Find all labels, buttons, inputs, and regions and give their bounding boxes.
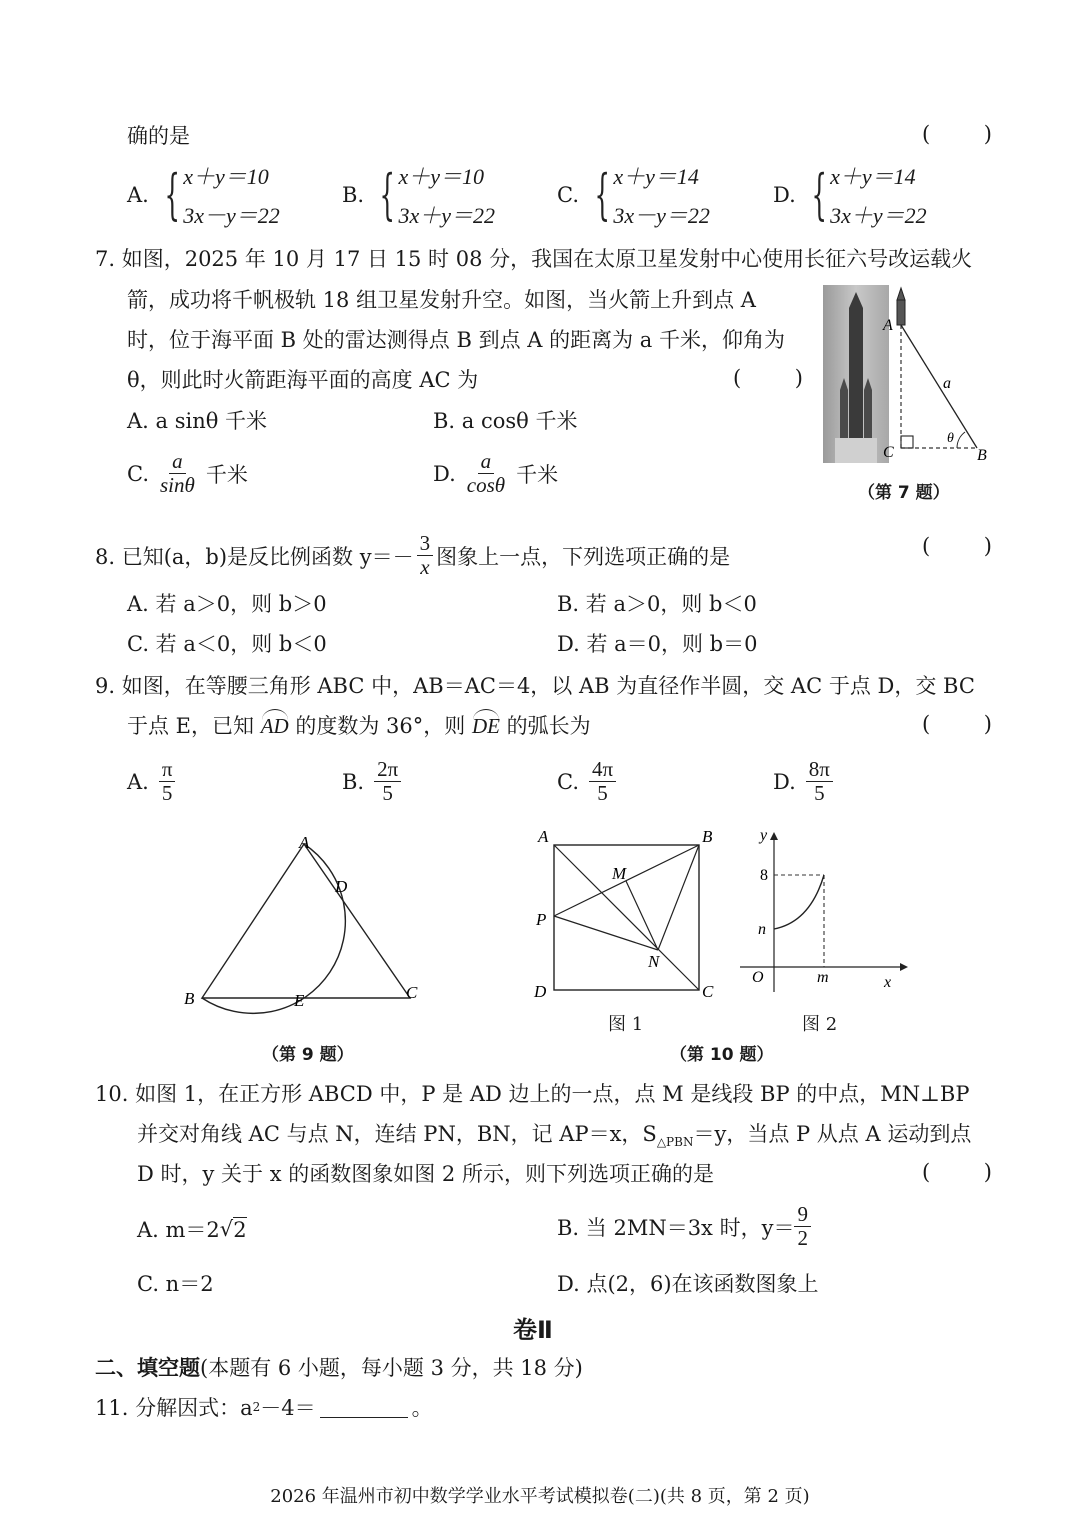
text: －4＝ (260, 1396, 316, 1420)
q6-option-d[interactable] (773, 160, 927, 230)
denominator: 5 (597, 781, 608, 806)
numerator: 3 (417, 532, 434, 556)
label-B: B (702, 827, 713, 846)
q7-line2: 箭，成功将千帆极轨 18 组卫星发射升空。如图，当火箭上升到点 A (127, 288, 756, 312)
text: 。 (411, 1396, 433, 1420)
option-label: A. (127, 183, 149, 207)
option-label: A. (127, 769, 149, 794)
label-a: a (943, 375, 951, 392)
subscript: △PBN (656, 1135, 694, 1150)
label-B: B (184, 989, 195, 1008)
paren-left: ( (733, 366, 742, 390)
label-C: C (406, 983, 418, 1002)
denominator: x (420, 555, 430, 580)
section-header (95, 1352, 583, 1382)
label-y: y (760, 827, 768, 844)
q6-answer-paren (922, 122, 992, 146)
q9-option-c[interactable] (557, 758, 616, 805)
paren-left: ( (922, 122, 931, 146)
fraction (464, 450, 508, 497)
text: 的度数为 36°，则 (288, 714, 472, 738)
paren-right: ) (983, 122, 992, 146)
fraction (157, 450, 198, 497)
equation: 3x＋y＝22 (398, 203, 495, 228)
section-title: 卷Ⅱ (513, 1316, 553, 1344)
q11-answer-blank[interactable] (320, 1417, 408, 1418)
text: 并交对角线 AC 与点 N，连结 PN，BN，记 AP＝x，S (137, 1122, 657, 1146)
q10-option-d[interactable]: D. 点(2，6)在该函数图象上 (557, 1272, 819, 1296)
page-footer: 2026 年温州市初中数学学业水平考试模拟卷(二)(共 8 页，第 2 页) (270, 1486, 810, 1507)
q7-line4: θ，则此时火箭距海平面的高度 AC 为 (127, 368, 479, 392)
part-desc: (本题有 6 小题，每小题 3 分，共 18 分) (200, 1356, 583, 1380)
fraction (794, 1203, 811, 1250)
label-n: n (758, 921, 766, 938)
q10-fig1-label: 图 1 (608, 1014, 644, 1035)
q10-line2 (137, 1118, 971, 1149)
q6-option-c[interactable] (557, 160, 710, 230)
q7-option-a[interactable]: A. a sinθ 千米 (127, 409, 268, 433)
brace-icon: { (594, 163, 610, 226)
segment-bn (658, 845, 699, 950)
unit: 千米 (205, 462, 248, 487)
denominator: 5 (814, 781, 825, 806)
ab-line (901, 325, 977, 448)
paren-right: ) (983, 712, 992, 736)
q10-option-b[interactable] (557, 1203, 811, 1250)
equation: x＋y＝14 (613, 164, 699, 189)
q8-stem-pre: 8. 已知(a，b)是反比例函数 y＝－ (95, 544, 414, 569)
q8-answer-paren (922, 534, 992, 558)
q10-line3: D 时，y 关于 x 的函数图象如图 2 所示，则下列选项正确的是 (137, 1162, 714, 1186)
q8-option-b[interactable]: B. 若 a＞0，则 b＜0 (557, 592, 757, 616)
label-N: N (648, 952, 660, 971)
brace-icon: { (379, 163, 396, 226)
q7-caption: （第 7 题） (858, 483, 950, 503)
option-label: C. (127, 461, 149, 486)
q10-fig2-label: 图 2 (802, 1014, 838, 1035)
numerator: 4π (589, 758, 616, 782)
q11-stem (95, 1392, 433, 1422)
label-A: A (883, 317, 893, 334)
label-A: A (299, 833, 310, 852)
paren-left: ( (922, 534, 931, 558)
text: 于点 E，已知 (127, 714, 261, 738)
angle-arc (957, 432, 965, 448)
right-angle-mark (901, 436, 913, 448)
paren-left: ( (922, 712, 931, 736)
arc-de: DE (471, 714, 500, 738)
label-theta: θ (947, 431, 954, 446)
fraction (589, 758, 616, 805)
equation: 3x－y＝22 (183, 203, 280, 228)
triangle-abc (202, 844, 410, 998)
paren-left: ( (922, 1160, 931, 1184)
equation: x＋y＝14 (830, 164, 916, 189)
q7-line1: 7. 如图，2025 年 10 月 17 日 15 时 08 分，我国在太原卫星发射中心使用长征六号改运载火 (95, 247, 973, 271)
label-C: C (883, 444, 894, 461)
denominator: 5 (382, 781, 393, 806)
q10-answer-paren (922, 1160, 992, 1184)
sqrt-icon: √ (219, 1217, 234, 1241)
q9-line1: 9. 如图，在等腰三角形 ABC 中，AB＝AC＝4，以 AB 为直径作半圆，交 AC 于点 D，交 BC (95, 674, 975, 698)
text: 11. 分解因式：a (95, 1396, 253, 1420)
label-O: O (752, 969, 764, 986)
q9-option-a[interactable] (127, 758, 175, 805)
option-text: B. 当 2MN＝3x 时，y＝ (557, 1215, 795, 1240)
superscript: 2 (252, 1400, 261, 1414)
q7-option-c[interactable] (127, 450, 248, 497)
brace-icon: { (811, 163, 827, 226)
q7-line3: 时，位于海平面 B 处的雷达测得点 B 到点 A 的距离为 a 千米，仰角为 (127, 328, 785, 352)
option-label: C. (557, 769, 579, 794)
q8-option-a[interactable]: A. 若 a＞0，则 b＞0 (127, 592, 327, 616)
numerator: a (169, 450, 186, 474)
q6-option-b[interactable] (342, 160, 495, 230)
radicand: 2 (233, 1217, 247, 1242)
q7-option-d[interactable] (433, 450, 558, 497)
label-E: E (294, 991, 305, 1010)
function-curve (774, 875, 824, 929)
option-label: D. (773, 183, 796, 207)
q10-caption: （第 10 题） (670, 1045, 774, 1065)
denominator: cosθ (466, 473, 506, 498)
q9-triangle-figure (180, 830, 430, 1015)
segment-mn (626, 881, 658, 950)
q9-option-b[interactable] (342, 758, 401, 805)
q9-answer-paren (922, 712, 992, 736)
q9-caption: （第 9 题） (262, 1045, 354, 1065)
equation: x＋y＝10 (183, 164, 269, 189)
q7-answer-paren (733, 366, 803, 390)
y-arrow-icon (770, 832, 778, 840)
q9-line2 (127, 710, 591, 740)
option-label: D. (433, 461, 456, 486)
label-M: M (612, 864, 627, 883)
diagonal-ac (554, 845, 699, 990)
label-P: P (536, 910, 547, 929)
label-B: B (977, 447, 987, 464)
part-title: 二、填空题 (95, 1356, 200, 1380)
q10-square-figure (530, 825, 725, 1005)
label-D: D (335, 877, 348, 896)
option-label: B. (342, 183, 365, 207)
q7-rocket-figure (815, 280, 995, 470)
numerator: 9 (794, 1203, 811, 1227)
option-label: C. (557, 183, 579, 207)
denominator: sinθ (160, 473, 195, 498)
denominator: 2 (797, 1226, 808, 1251)
numerator: 8π (806, 758, 833, 782)
option-text: A. m＝2 (137, 1218, 220, 1242)
q7-option-b[interactable]: B. a cosθ 千米 (433, 409, 578, 433)
equation: 3x＋y＝22 (830, 203, 927, 228)
semicircle-ab (202, 844, 345, 1013)
q6-stem-tail: 确的是 (127, 124, 190, 148)
option-label: D. (773, 769, 796, 794)
label-m: m (817, 969, 829, 986)
q10-line1: 10. 如图 1，在正方形 ABCD 中，P 是 AD 边上的一点，点 M 是线段 BP 的中点，MN⊥BP (95, 1082, 970, 1106)
numerator: a (478, 450, 495, 474)
label-8: 8 (760, 867, 768, 884)
q10-option-c[interactable]: C. n＝2 (137, 1272, 214, 1296)
label-A: A (538, 827, 549, 846)
numerator: 2π (374, 758, 401, 782)
paren-right: ) (983, 534, 992, 558)
q8-option-c[interactable]: C. 若 a＜0，则 b＜0 (127, 632, 327, 656)
small-rocket-icon (897, 288, 905, 325)
option-label: B. (342, 769, 365, 794)
fraction (806, 758, 833, 805)
q6-option-a[interactable] (127, 160, 280, 230)
text: ＝y，当点 P 从点 A 运动到点 (693, 1122, 972, 1146)
paren-right: ) (794, 366, 803, 390)
q9-option-d[interactable] (773, 758, 833, 805)
fraction (159, 758, 176, 805)
paren-right: ) (983, 1160, 992, 1184)
fraction (417, 532, 434, 579)
numerator: π (159, 758, 176, 782)
arc-ad: AD (260, 714, 289, 738)
q10-option-a[interactable] (137, 1214, 247, 1244)
label-x: x (884, 974, 892, 991)
q8-stem-post: 图象上一点，下列选项正确的是 (436, 544, 731, 569)
brace-icon: { (164, 163, 180, 226)
segment-pb (554, 845, 699, 916)
x-arrow-icon (900, 963, 908, 971)
q10-graph-figure (732, 822, 912, 997)
label-D: D (534, 982, 547, 1001)
label-C: C (702, 982, 714, 1001)
text: 的弧长为 (499, 714, 591, 738)
equation: 3x－y＝22 (613, 203, 710, 228)
q8-stem (95, 532, 730, 579)
q8-option-d[interactable]: D. 若 a＝0，则 b＝0 (557, 632, 758, 656)
fraction (374, 758, 401, 805)
denominator: 5 (161, 781, 173, 806)
unit: 千米 (516, 462, 559, 487)
equation: x＋y＝10 (398, 164, 484, 189)
